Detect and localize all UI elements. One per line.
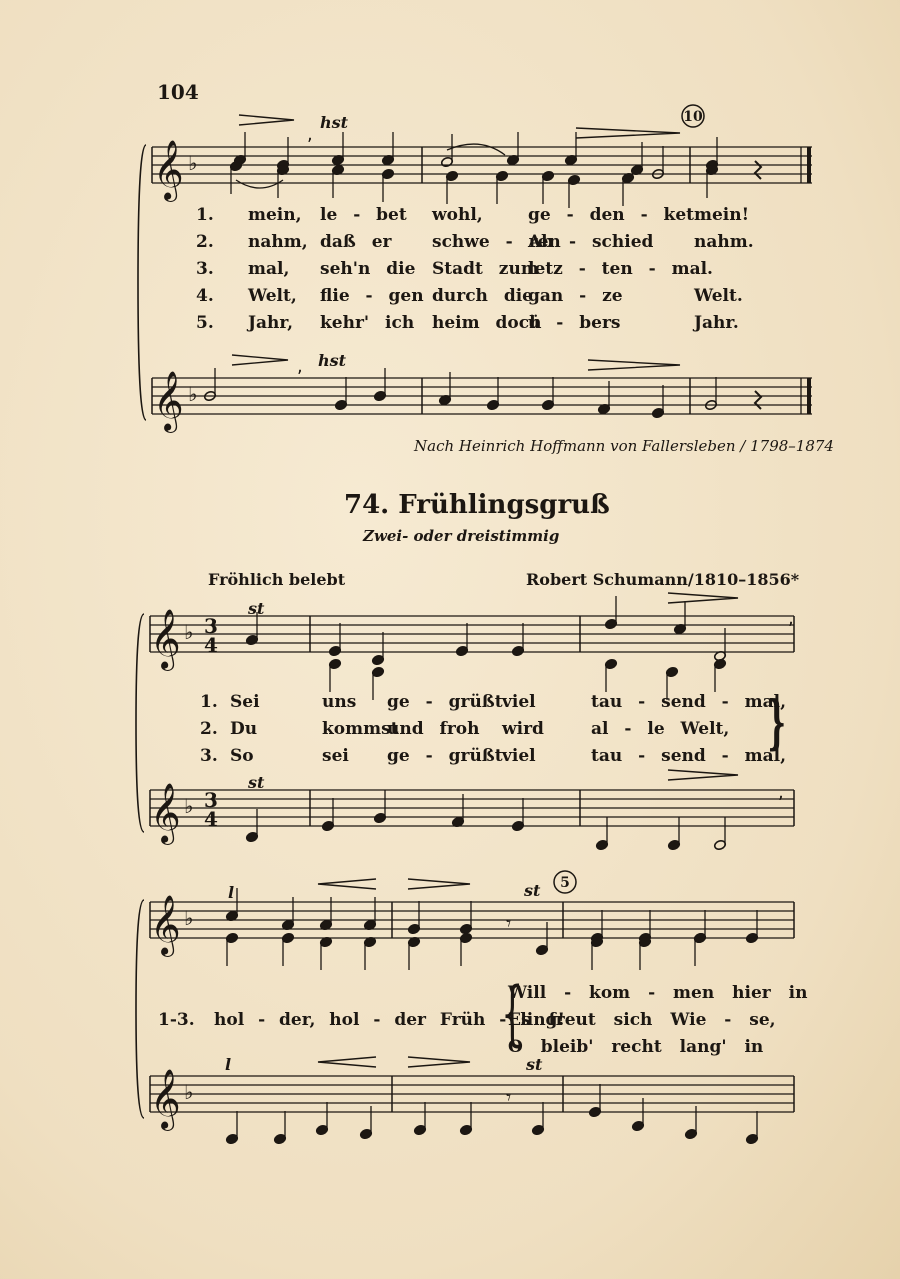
brace-left: { [501, 972, 524, 1054]
breath-mark: , [778, 782, 784, 803]
lyric-word: ge - den - ket [528, 205, 694, 225]
lyric-word: Jahr, [248, 313, 294, 333]
lyric-word: kommst [322, 719, 399, 739]
flat-sign: ♭ [188, 382, 198, 406]
eighth-rest: 𝄾 [506, 911, 512, 935]
lyric-word: mal, [248, 259, 290, 279]
flat-sign: ♭ [184, 794, 194, 818]
treble-clef: 𝄞 [153, 371, 184, 431]
lyric-word: schwe - ren [432, 232, 561, 252]
lyric-word: So [230, 746, 254, 766]
treble-clef: 𝄞 [150, 895, 181, 955]
refrain-lyrics: hol - der, hol - der Früh - ling! [214, 1010, 565, 1030]
lyric-word: kehr' ich [320, 313, 415, 333]
dynamic-marking: l [225, 1055, 232, 1074]
lyric-word: und froh [387, 719, 480, 739]
lyric-word: ü - bers [528, 313, 621, 333]
flat-sign: ♭ [184, 906, 194, 930]
lyric-word: Sei [230, 692, 260, 712]
time-sig-top: 3 [204, 614, 218, 638]
breath-mark: , [307, 124, 313, 145]
lyric-word: tau - send - mal, [591, 746, 787, 766]
refrain-label: 1-3. [158, 1010, 195, 1030]
flat-sign: ♭ [188, 151, 198, 175]
verse-number: 3. [196, 259, 214, 279]
lyric-word: Stadt zum [432, 259, 539, 279]
lyric-word: Ab - schied [528, 232, 654, 252]
dynamic-marking: st [248, 599, 265, 618]
rehearsal-number: 10 [683, 109, 703, 125]
lyric-word: Du [230, 719, 258, 739]
flat-sign: ♭ [184, 1080, 194, 1104]
brace-right: } [767, 688, 786, 756]
lyric-word: daß er [320, 232, 392, 252]
lyric-word: flie - gen [320, 286, 424, 306]
verse-number: 2. [196, 232, 214, 252]
time-sig-bottom: 4 [204, 633, 218, 657]
dynamic-marking: hst [318, 351, 347, 370]
treble-clef: 𝄞 [150, 1069, 181, 1129]
lyric-word: ge - grüßt [387, 692, 503, 712]
lyric-line: Es freut sich Wie - se, [508, 1010, 776, 1030]
lyric-word: gan - ze [528, 286, 623, 306]
rehearsal-number: 5 [560, 875, 570, 891]
lyric-word: nahm. [694, 232, 754, 252]
poet-credit: Nach Heinrich Hoffmann von Fallersleben / 1798–1874 [414, 437, 834, 455]
lyric-word: Welt. [694, 286, 743, 306]
lyric-word: Welt, [248, 286, 297, 306]
page-number: 104 [157, 80, 199, 104]
verse-number: 1. [200, 692, 218, 712]
treble-clef: 𝄞 [150, 783, 181, 843]
lyric-word: mein, [248, 205, 302, 225]
treble-clef: 𝄞 [150, 609, 181, 669]
breath-mark: , [788, 608, 794, 629]
lyric-word: wohl, [432, 205, 483, 225]
lyric-word: Jahr. [694, 313, 739, 333]
dynamic-marking: l [228, 883, 235, 902]
lyric-word: le - bet [320, 205, 407, 225]
lyric-word: nahm, [248, 232, 308, 252]
lyric-word: sei [322, 746, 349, 766]
time-sig-top: 3 [204, 788, 218, 812]
breath-mark: , [297, 356, 303, 377]
verse-number: 5. [196, 313, 214, 333]
lyric-word: ge - grüßt [387, 746, 503, 766]
lyric-word: letz - ten - mal. [528, 259, 713, 279]
lyric-line: Will - kom - men hier in [508, 983, 808, 1003]
composer-credit: Robert Schumann/1810–1856* [526, 570, 800, 589]
verse-number: 3. [200, 746, 218, 766]
flat-sign: ♭ [184, 620, 194, 644]
treble-clef: 𝄞 [153, 140, 184, 200]
verse-number: 1. [196, 205, 214, 225]
eighth-rest: 𝄾 [506, 1085, 512, 1109]
dynamic-marking: st [248, 773, 265, 792]
song-title: 74. Frühlingsgruß [344, 490, 610, 520]
lyric-word: wird [502, 719, 544, 739]
lyric-word: heim doch [432, 313, 542, 333]
verse-number: 2. [200, 719, 218, 739]
song-subtitle: Zwei- oder dreistimmig [363, 527, 560, 545]
dynamic-marking: hst [320, 113, 349, 132]
dynamic-marking: st [524, 881, 541, 900]
verse-number: 4. [196, 286, 214, 306]
lyric-word: al - le Welt, [591, 719, 730, 739]
lyric-word: seh'n die [320, 259, 416, 279]
lyric-word: uns [322, 692, 357, 712]
lyric-word: durch die [432, 286, 533, 306]
lyric-word: tau - send - mal, [591, 692, 787, 712]
lyric-word: viel [502, 692, 536, 712]
lyric-word: mein! [694, 205, 750, 225]
tempo-marking: Fröhlich belebt [208, 570, 346, 589]
dynamic-marking: st [526, 1055, 543, 1074]
time-sig-bottom: 4 [204, 807, 218, 831]
lyric-word: viel [502, 746, 536, 766]
lyric-line: O bleib' recht lang' in [508, 1037, 764, 1057]
